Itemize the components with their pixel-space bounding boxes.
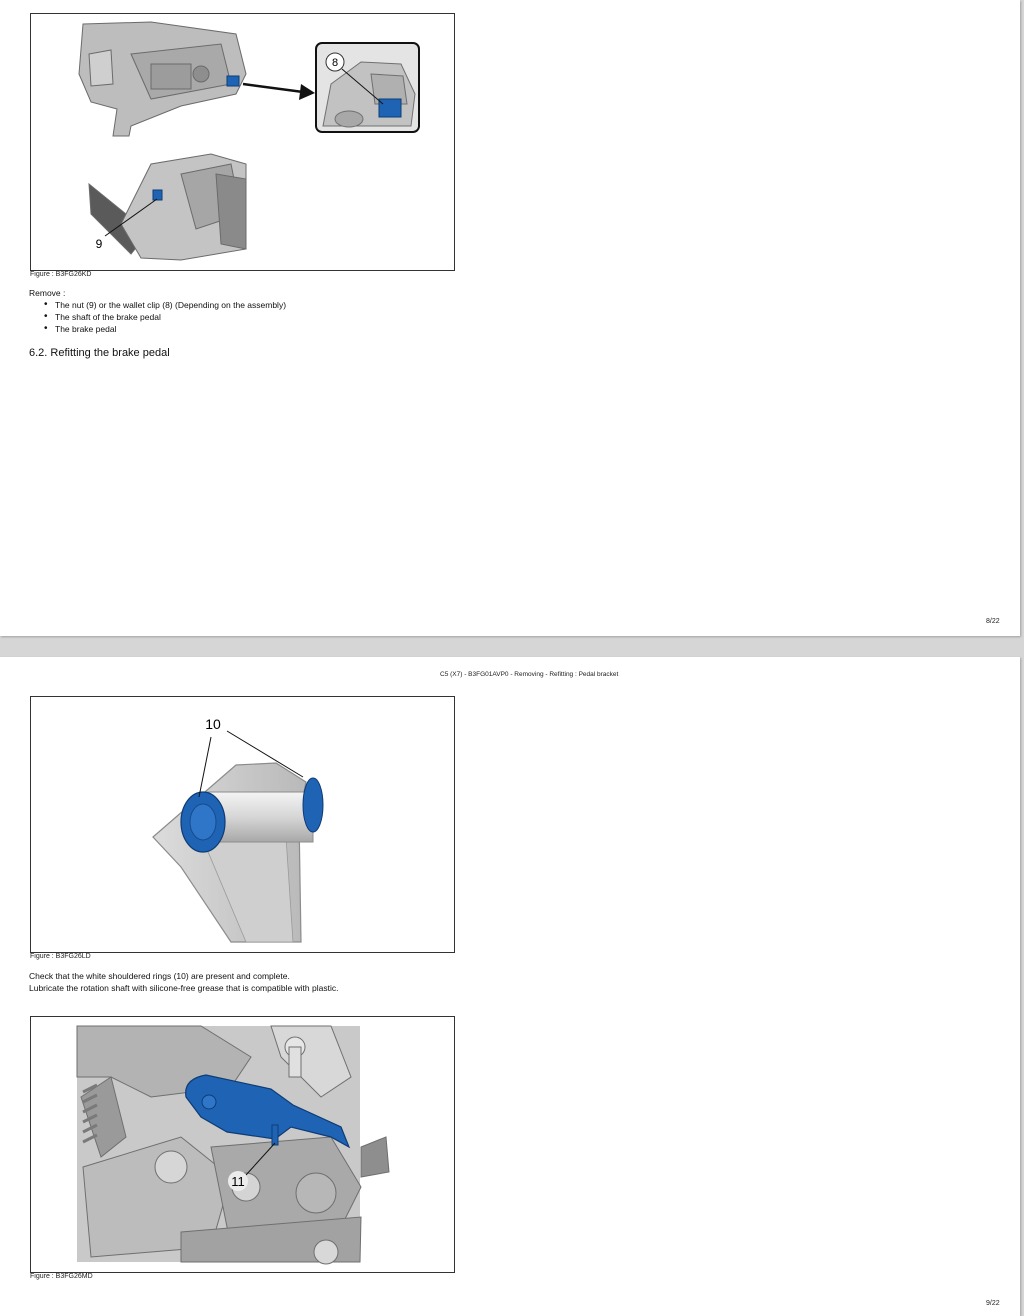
section-title: 6.2. Refitting the brake pedal [29,347,170,359]
page-header: C5 (X7) - B3FG01AVP0 - Removing - Refitting : Pedal bracket [440,671,619,678]
list-item: • The nut (9) or the wallet clip (8) (Depending on the assembly) [29,299,286,311]
list-item: • The brake pedal [29,323,286,335]
callout-8: 8 [331,57,339,69]
figure-b3fg26kd [30,13,455,271]
callout-10: 10 [205,716,221,732]
figure-caption: Figure : B3FG26KD [30,271,92,278]
pedal-shaft-illustration [31,697,454,952]
figure-b3fg26ld [30,696,455,953]
page-number: 8/22 [986,618,1000,625]
figure-caption: Figure : B3FG26LD [30,953,91,960]
remove-label: Remove : [29,288,66,298]
callout-11: 11 [231,1174,245,1189]
remove-list [29,299,286,335]
instruction-line: Check that the white shouldered rings (10) are present and complete. [29,971,290,981]
document-page-9 [0,657,1020,1316]
list-item: • The shaft of the brake pedal [29,311,286,323]
instruction-line: Lubricate the rotation shaft with silicone-free grease that is compatible with plastic. [29,983,339,993]
pedal-bracket-illustration [31,14,454,270]
figure-b3fg26md [30,1016,455,1273]
figure-caption: Figure : B3FG26MD [30,1273,93,1280]
pedal-mechanism-illustration [31,1017,454,1272]
callout-9: 9 [95,237,103,251]
document-page-8 [0,0,1020,636]
page-number: 9/22 [986,1300,1000,1307]
